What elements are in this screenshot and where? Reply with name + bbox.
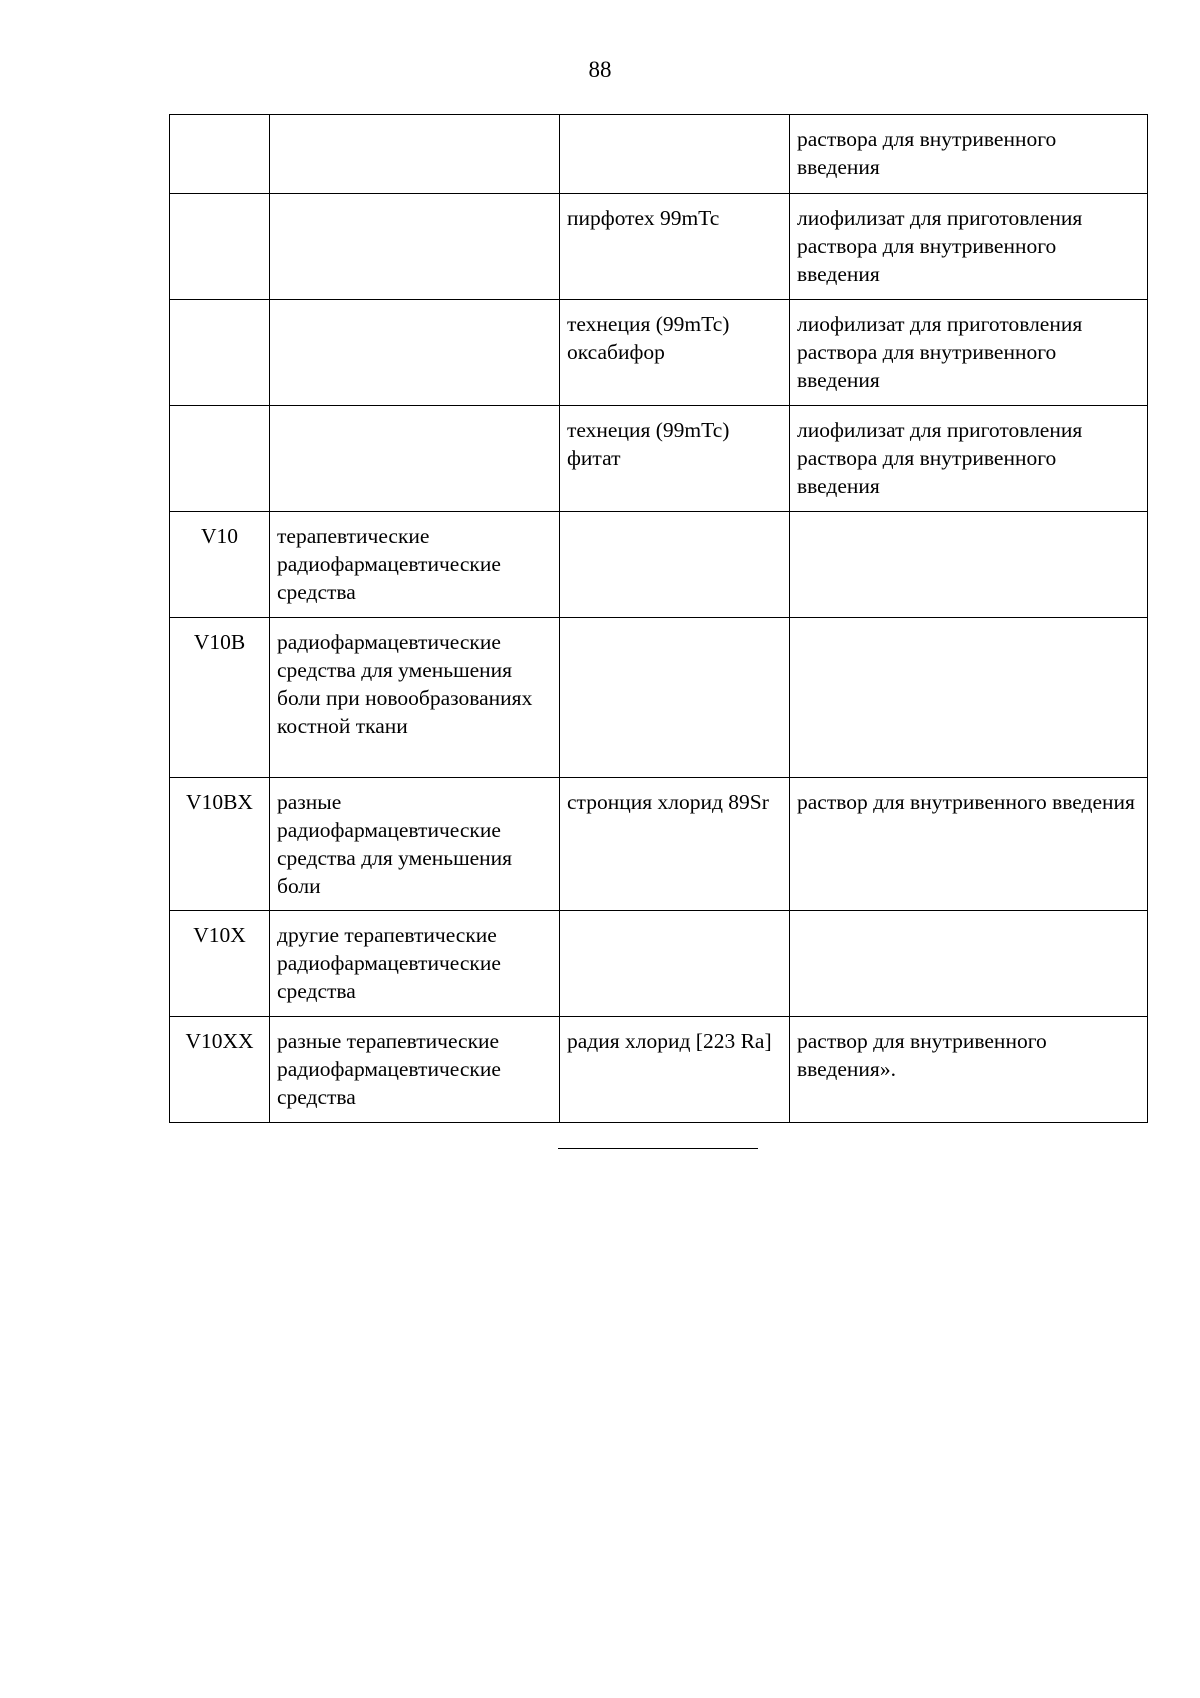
table-row [170,115,1148,194]
footer-rule [558,1148,758,1149]
drug-cell: технеция (99mTc) оксабифор [560,300,790,406]
table-row [170,911,1148,1017]
atc-code-cell [170,194,270,300]
drug-cell: стронция хлорид 89Sr [560,778,790,911]
form-cell: раствор для внутривенного введения [790,778,1148,911]
form-cell: раствора для внутривенного введения [790,115,1148,194]
drug-table [169,114,1148,1123]
table-row [170,778,1148,911]
atc-code-cell [170,300,270,406]
form-cell [790,618,1148,778]
form-cell [790,911,1148,1017]
atc-code-cell: V10X [170,911,270,1017]
page-number: 88 [588,57,612,82]
drug-cell [560,115,790,194]
drug-cell: технеция (99mTc) фитат [560,406,790,512]
drug-cell: радия хлорид [223 Ra] [560,1017,790,1123]
group-cell: разные радиофармацевтические средства для уменьшения боли [270,778,560,911]
atc-code-cell: V10B [170,618,270,778]
drug-cell [560,911,790,1017]
table-row [170,1017,1148,1123]
drug-cell [560,618,790,778]
group-cell [270,300,560,406]
drug-cell: пирфотех 99mTc [560,194,790,300]
form-cell: раствор для внутривенного введения». [790,1017,1148,1123]
atc-code-cell: V10BX [170,778,270,911]
group-cell: другие терапевтические радиофармацевтические средства [270,911,560,1017]
table-row [170,300,1148,406]
group-cell [270,194,560,300]
atc-code-cell [170,406,270,512]
group-cell [270,115,560,194]
group-cell [270,406,560,512]
group-cell: радиофармацевтические средства для уменьшения боли при новообразованиях костной ткани [270,618,560,778]
atc-code-cell: V10 [170,512,270,618]
group-cell: разные терапевтические радиофармацевтические средства [270,1017,560,1123]
table-row [170,512,1148,618]
group-cell: терапевтические радиофармацевтические средства [270,512,560,618]
form-cell: лиофилизат для приготовления раствора для внутривенного введения [790,194,1148,300]
drug-cell [560,512,790,618]
form-cell: лиофилизат для приготовления раствора для внутривенного введения [790,300,1148,406]
atc-code-cell [170,115,270,194]
form-cell [790,512,1148,618]
form-cell: лиофилизат для приготовления раствора для внутривенного введения [790,406,1148,512]
table-row [170,194,1148,300]
table-row [170,406,1148,512]
table-row [170,618,1148,778]
atc-code-cell: V10XX [170,1017,270,1123]
